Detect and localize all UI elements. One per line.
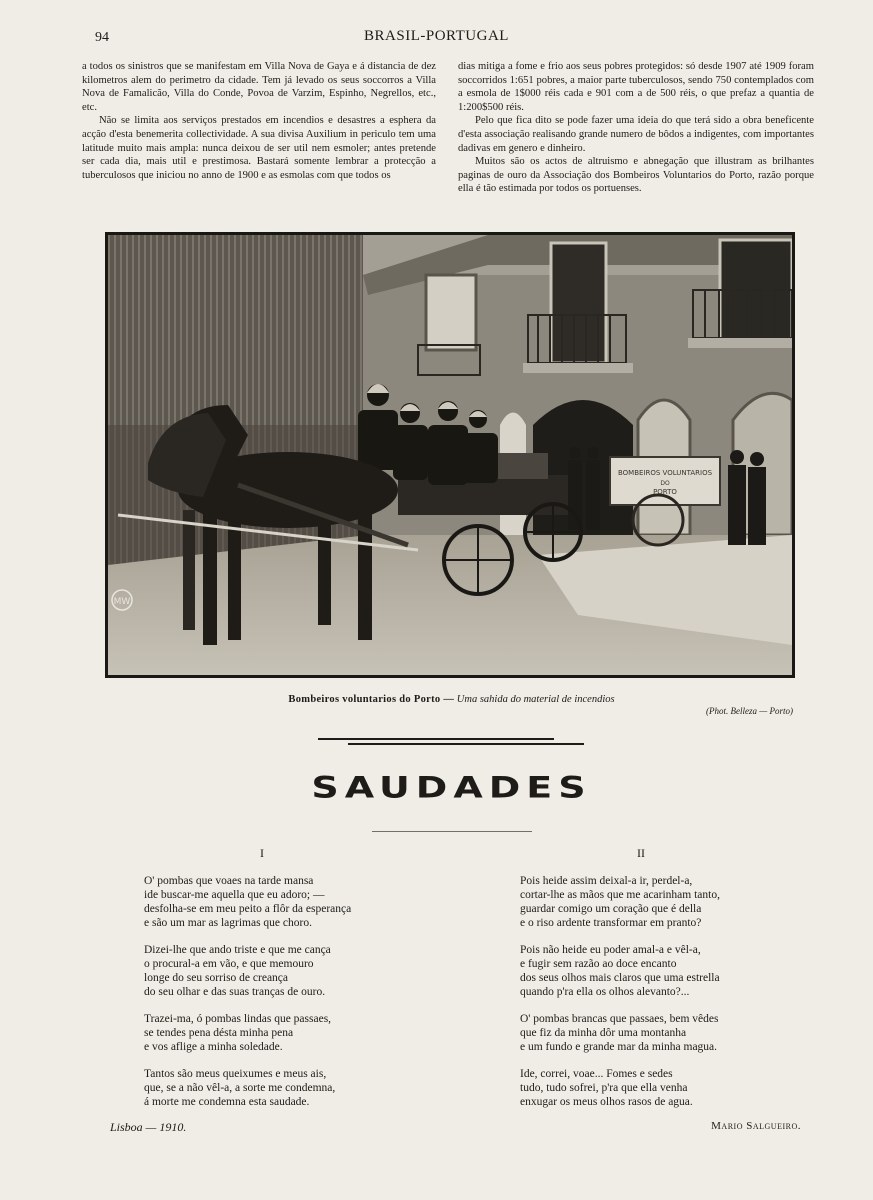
stanza bbox=[520, 1067, 720, 1109]
divider-rule bbox=[318, 738, 554, 740]
article-paragraph: Não se limita aos serviços prestados em incendios e desastres a esphera da acção d'esta benemerita collectividade. A sua divisa Auxilium in periculo tem uma latitude muito mais ampla: nunca deixou de ser util nem esmoler; antes pretende ser cada dia, mais util e prestimosa. Bastará somente lembrar a protecção a tuberculosos que iniciou no anno de 1900 e as esmolas com que todos os bbox=[82, 115, 436, 181]
divider-rule bbox=[348, 743, 584, 745]
verse-line: do seu olhar e das suas tranças de ouro. bbox=[144, 986, 326, 998]
stanza bbox=[144, 1067, 351, 1109]
fire-brigade-photograph bbox=[105, 232, 795, 678]
verse-line: guardar comigo um coração que é della bbox=[520, 903, 702, 915]
verse-line: que fiz da minha dôr uma montanha bbox=[520, 1027, 687, 1039]
title-underline bbox=[372, 831, 532, 832]
verse-line: e um fundo e grande mar da minha magua. bbox=[520, 1041, 718, 1053]
article-left-column bbox=[82, 60, 436, 182]
verse-line: longe do seu sorriso de creança bbox=[144, 972, 289, 984]
verse-line: se tendes pena désta minha pena bbox=[144, 1027, 294, 1039]
article-paragraph: dias mitiga a fome e frio aos seus pobres protegidos: só desde 1907 até 1909 foram soccorridos 1:651 pobres, a maior parte tuberculosos, sendo 750 contemplados com a esmola de 1$000 réis cada e 901 com a de 500 réis, o que prefaz a quantia de 1:200$500 réis. bbox=[458, 61, 814, 113]
article-paragraph: Muitos são os actos de altruismo e abnegação que illustram as brilhantes paginas de ouro da Associação dos Bombeiros Voluntarios do Porto, razão porque ella é tão estimada por todos os portuenses. bbox=[458, 156, 814, 195]
verse-line: e são um mar as lagrimas que choro. bbox=[144, 917, 312, 929]
article-right-column bbox=[458, 60, 814, 196]
poem-title: SAUDADES bbox=[311, 770, 592, 805]
page-number: 94 bbox=[95, 30, 109, 45]
verse-line: O' pombas que voaes na tarde mansa bbox=[144, 875, 314, 887]
stanza bbox=[520, 1012, 720, 1054]
verse-line: dos seus olhos mais claros que uma estrella bbox=[520, 972, 720, 984]
poem-author: Mario Salgueiro. bbox=[711, 1120, 801, 1132]
running-title: BRASIL-PORTUGAL bbox=[364, 28, 509, 44]
wagon-sign-line-3: PORTO bbox=[653, 488, 677, 496]
verse-line: ide buscar-me aquella que eu adoro; — bbox=[144, 889, 325, 901]
place-and-date: Lisboa — 1910. bbox=[110, 1120, 187, 1134]
verse-line: Ide, correi, voae... Fomes e sedes bbox=[520, 1068, 673, 1080]
stanza bbox=[520, 943, 720, 999]
wagon-sign-line-1: BOMBEIROS VOLUNTARIOS bbox=[617, 469, 713, 477]
stanza bbox=[144, 1012, 351, 1054]
verse-line: O' pombas brancas que passaes, bem vêdes bbox=[520, 1013, 719, 1025]
verse-line: Dizei-lhe que ando triste e que me cança bbox=[144, 944, 331, 956]
photographer-monogram: MW bbox=[113, 597, 131, 607]
verse-line: Tantos são meus queixumes e meus ais, bbox=[144, 1068, 327, 1080]
verse-line: enxugar os meus olhos rasos de agua. bbox=[520, 1096, 693, 1108]
verse-line: e o riso ardente transformar em pranto? bbox=[520, 917, 702, 929]
photo-credit: (Phot. Belleza — Porto) bbox=[706, 706, 793, 716]
verse-line: Trazei-ma, ó pombas lindas que passaes, bbox=[144, 1013, 332, 1025]
article-paragraph: a todos os sinistros que se manifestam em Villa Nova de Gaya e á distancia de dez kilometros alem do perimetro da cidade. Tem já levado os seus soccorros a Villa Nova de Famalicão, Villa do Conde, Povoa de Varzim, Espinho, Negrellos, etc., etc. bbox=[82, 61, 436, 113]
verse-line: e vos aflige a minha soledade. bbox=[144, 1041, 283, 1053]
poem-part-numeral: II bbox=[637, 846, 645, 860]
poem-part-1 bbox=[144, 874, 351, 1122]
verse-line: cortar-lhe as mãos que me acarinham tanto, bbox=[520, 889, 720, 901]
stanza bbox=[144, 943, 351, 999]
verse-line: tudo, tudo sofrei, p'ra que ella venha bbox=[520, 1082, 688, 1094]
photo-caption bbox=[0, 694, 873, 705]
poem-part-2 bbox=[520, 874, 720, 1122]
stanza bbox=[144, 874, 351, 930]
caption-description: Uma sahida do material de incendios bbox=[456, 694, 615, 705]
stanza bbox=[520, 874, 720, 930]
wagon-sign-line-2: DO bbox=[660, 480, 670, 487]
verse-line: á morte me condemna esta saudade. bbox=[144, 1096, 310, 1108]
poem-part-numeral: I bbox=[260, 846, 264, 860]
article-paragraph: Pelo que fica dito se pode fazer uma ideia do que terá sido a obra beneficente d'esta associação realisando grande numero de bôdos a indigentes, com importantes dadivas em genero e dinheiro. bbox=[458, 115, 814, 154]
verse-line: e fugir sem razão ao doce encanto bbox=[520, 958, 677, 970]
verse-line: quando p'ra ella os olhos alevanto?... bbox=[520, 986, 690, 998]
verse-line: Pois heide assim deixal-a ir, perdel-a, bbox=[520, 875, 693, 887]
photo-illustration bbox=[108, 235, 792, 675]
verse-line: Pois não heide eu poder amal-a e vêl-a, bbox=[520, 944, 701, 956]
verse-line: desfolha-se em meu peito a flôr da esperança bbox=[144, 903, 352, 915]
verse-line: o procural-a em vão, e que memouro bbox=[144, 958, 314, 970]
caption-title: Bombeiros voluntarios do Porto — bbox=[288, 694, 455, 705]
verse-line: que, se a não vêl-a, a sorte me condemna, bbox=[144, 1082, 336, 1094]
